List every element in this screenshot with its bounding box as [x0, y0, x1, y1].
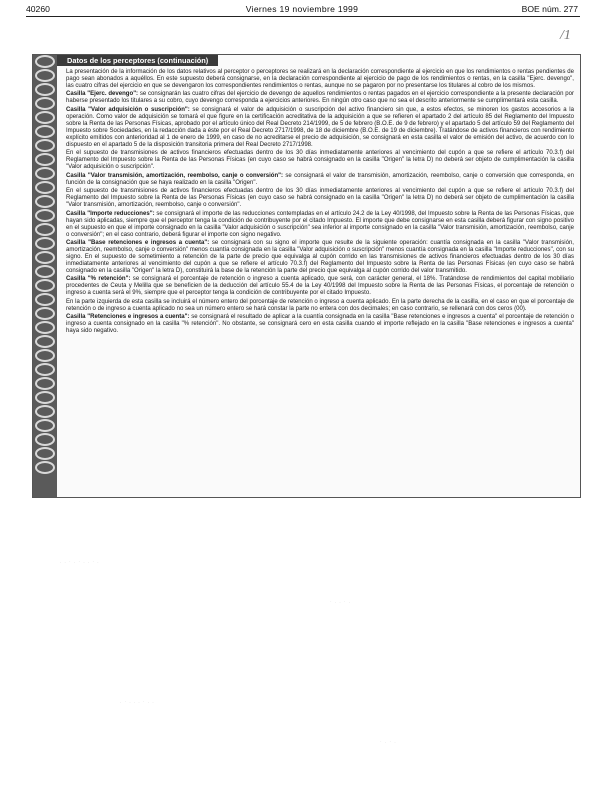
- paragraph-text: En la parte izquierda de esta casilla se incluirá el número entero del porcentaje de retención o ingreso a cuenta aplicado. En la parte derecha de la casilla, en el caso en que el porcentaje de retención o de ingreso a cuenta aplicado no sea un número entero se hará constar la parte no entera con dos decimales; en caso contrario, se rellenará con dos ceros (00).: [66, 298, 574, 312]
- paragraph-text: La presentación de la información de los datos relativos al perceptor o perceptores se realizará en la declaración correspondiente al ejercicio en que los rendimientos o rentas pendientes de pago sean abonados a aquéllos. En este supuesto deberá consignarse, en la declaración correspondiente al ejercicio de pago de los rendimientos o rentas, en la casilla "Ejerc. devengo", las cuatro cifras del ejercicio en que se devengaron los correspondientes rendimientos o rentas, aunque no se pagaron por no presentarse los titulares al cobro de los mismos.: [66, 69, 574, 89]
- paragraph: [66, 276, 574, 297]
- page-number: 40260: [26, 4, 50, 14]
- ornament-icon: [35, 195, 55, 208]
- ornament-icon: [35, 461, 55, 474]
- publication-date: Viernes 19 noviembre 1999: [245, 4, 359, 14]
- paragraph-text: se consignarán las cuatro cifras del ejercicio de devengo de aquellos rendimientos o rentas pagados en el ejercicio correspondiente a la presente declaración por haberse presentado los titulares a su cobro, cuyo devengo corresponda a ejercicios anteriores. En ningún otro caso que no sea el descrito anteriormente se cumplimentará esta casilla.: [66, 91, 574, 105]
- paragraph: [66, 69, 574, 90]
- paragraph: [66, 211, 574, 239]
- paragraph: [66, 188, 574, 209]
- ornament-icon: [35, 69, 55, 82]
- paragraph-text: se consignará el valor de adquisición o suscripción del activo financiero sin que, a estos efectos, se minoren los gastos accesorios a la operación. Como valor de adquisición se tomará el que figure en la certificación acreditativa de la adquisición a que se refieren el apartado 2 del artículo 85 del Reglamento del Impuesto sobre la Renta de las Personas Físicas, aprobado por el artículo único del Real Decreto 214/1999, de 5 de febrero (B.O.E. de 9 de febrero) y el apartado 5 del artículo 59 del Reglamento del Impuesto sobre Sociedades, en la redacción dada a éste por el Real Decreto 2717/1998, de 18 de diciembre (B.O.E. de 19 de diciembre). Tratándose de activos financieros con rendimiento explícito emitidos con anterioridad al 1 de enero de 1999, en caso de no acreditarse el precio de adquisición, se consignará en esta casilla el valor de emisión del activo, de acuerdo con lo dispuesto en el apartado 5 de la disposición transitoria primera del Real Decreto 2717/1998.: [66, 106, 575, 148]
- ornament-icon: [35, 433, 55, 446]
- paragraph: [66, 91, 574, 105]
- paragraph-text: se consignará el porcentaje de retención o ingreso a cuenta aplicado, que será, con carácter general, el 18%. Tratándose de rendimientos del capital mobiliario procedentes de Ceuta y Melilla que se beneficien de la deducción del artículo 55.4 de la Ley 40/1998 del Impuesto sobre la Renta de las Personas Físicas, el porcentaje de retención o ingreso a cuenta será el 9%, siempre que el perceptor tenga la condición de contribuyente por el citado Impuesto.: [66, 276, 575, 297]
- ornament-icon: [35, 181, 55, 194]
- paragraph: [66, 314, 574, 335]
- paragraph-text: se consignará el importe de las reducciones contempladas en el artículo 24.2 de la Ley 40/1998, del Impuesto sobre la Renta de las Personas Físicas, que hayan sido aplicadas, siempre que el perceptor tenga la condición de contribuyente por el citado Impuesto. El importe que debe consignarse en esta casilla deberá figurar con signo positivo en el supuesto en que el importe consignado en la casilla "Valor adquisición o suscripción" sea inferior al importe consignado en la casilla "Valor transmisión, amortización, reembolso, canje o conversión"; en el caso contrario, deberá figurar el importe con signo negativo.: [66, 210, 575, 238]
- ornament-icon: [35, 139, 55, 152]
- ornament-icon: [35, 251, 55, 264]
- paragraph: [66, 299, 574, 313]
- ornament-icon: [35, 83, 55, 96]
- ornament-icon: [35, 125, 55, 138]
- paragraph: [66, 240, 574, 275]
- field-label: Casilla "Ejerc. devengo":: [66, 91, 139, 98]
- ornament-icon: [35, 223, 55, 236]
- page-header: [26, 2, 578, 16]
- field-label: Casilla "Valor adquisición o suscripción":: [66, 106, 190, 113]
- issue-number: BOE núm. 277: [521, 4, 578, 14]
- ornament-icon: [35, 97, 55, 110]
- ornament-icon: [35, 265, 55, 278]
- ornament-icon: [35, 237, 55, 250]
- ornament-icon: [35, 279, 55, 292]
- scan-bleed-mark: · . · .: [380, 740, 397, 745]
- field-label: Casilla "% retención":: [66, 276, 131, 283]
- section-title: Datos de los perceptores (continuación): [57, 55, 218, 66]
- paragraph: [66, 173, 574, 187]
- instructions-panel: [32, 54, 581, 498]
- paragraph-text: se consignará el resultado de aplicar a la cuantía consignada en la casilla "Base retenciones e ingresos a cuenta" el porcentaje de retención o ingreso a cuenta consignado en la casilla "% retención". No obstante, se consignará cero en esta casilla cuando el importe reflejado en la casilla "Base retenciones e ingresos a cuenta" haya sido negativo.: [66, 314, 574, 335]
- header-rule: [26, 16, 580, 17]
- ornament-icon: [35, 405, 55, 418]
- ornament-icon: [35, 293, 55, 306]
- paragraph-text: En el supuesto de transmisiones de activos financieros efectuadas dentro de los 30 días inmediatamente anteriores al vencimiento del cupón a que se refiere el artículo 70.3.f) del Reglamento del Impuesto sobre la Renta de las Personas Físicas (en cuyo caso se habrá consignado en la casilla "Origen" la letra D) no deberá ser objeto de cumplimentación la casilla "Valor adquisición o suscripción".: [66, 150, 574, 171]
- paragraph: [66, 150, 574, 171]
- ornament-icon: [35, 391, 55, 404]
- ornament-icon: [35, 321, 55, 334]
- ornament-icon: [35, 349, 55, 362]
- scan-bleed-mark: · . . · .: [330, 600, 352, 605]
- ornament-icon: [35, 307, 55, 320]
- ornament-icon: [35, 167, 55, 180]
- field-label: Casilla "Valor transmisión, amortización, reembolso, canje o conversión":: [66, 172, 284, 179]
- ornament-icon: [35, 55, 55, 68]
- decorative-side-strip: [33, 55, 57, 497]
- handwritten-margin-mark: /1: [560, 28, 571, 43]
- ornament-icon: [35, 153, 55, 166]
- ornament-icon: [35, 377, 55, 390]
- paragraph-text: se consignará el valor de transmisión, amortización, reembolso, canje o conversión que corresponda, en función de la consignación que se haya realizado en la casilla "Origen".: [66, 172, 574, 186]
- ornament-icon: [35, 447, 55, 460]
- field-label: Casilla "Base retenciones e ingresos a cuenta":: [66, 240, 210, 247]
- instructions-body: [66, 69, 574, 337]
- ornament-icon: [35, 335, 55, 348]
- field-label: Casilla "Importe reducciones":: [66, 210, 155, 217]
- ornament-icon: [35, 111, 55, 124]
- field-label: Casilla "Retenciones e ingresos a cuenta":: [66, 314, 190, 321]
- scan-bleed-mark: . . · . · . . · .: [60, 560, 100, 565]
- paragraph-text: se consignará con su signo el importe que resulte de la siguiente operación: cuantía consignada en la casilla "Valor transmisión, amortización, reembolso, canje o conversión" menos cuantía consignada en la casilla "Valor adquisición o suscripción" menos cuantía consignada en la casilla "Importe reducciones", con su signo. En el supuesto de sometimiento a retención de la parte de precio que equivalga al cupón corrido en las transmisiones de activos financieros efectuadas dentro de los 30 días inmediatamente anteriores al vencimiento del cupón a que se refiere el artículo 70.3.f) del Reglamento del Impuesto sobre la Renta de las Personas Físicas (en cuyo caso se habrá consignado en la casilla "Origen" la letra D), constituirá la base de la retención la parte del precio que equivalga al cupón corrido del valor transmitido.: [66, 240, 574, 274]
- ornament-icon: [35, 209, 55, 222]
- scan-bleed-mark: . · . . . · . .: [120, 700, 155, 705]
- paragraph-text: En el supuesto de transmisiones de activos financieros efectuadas dentro de los 30 días inmediatamente anteriores al vencimiento del cupón a que se refiere el artículo 70.3.f) del Reglamento del Impuesto sobre la Renta de las Personas Físicas (en cuyo caso se habrá consignado en la casilla "Origen" la letra D) no deberá ser objeto de cumplimentación la casilla "Valor transmisión, amortización, reembolso, canje o conversión".: [66, 188, 574, 209]
- ornament-icon: [35, 419, 55, 432]
- ornament-icon: [35, 363, 55, 376]
- paragraph: [66, 107, 574, 149]
